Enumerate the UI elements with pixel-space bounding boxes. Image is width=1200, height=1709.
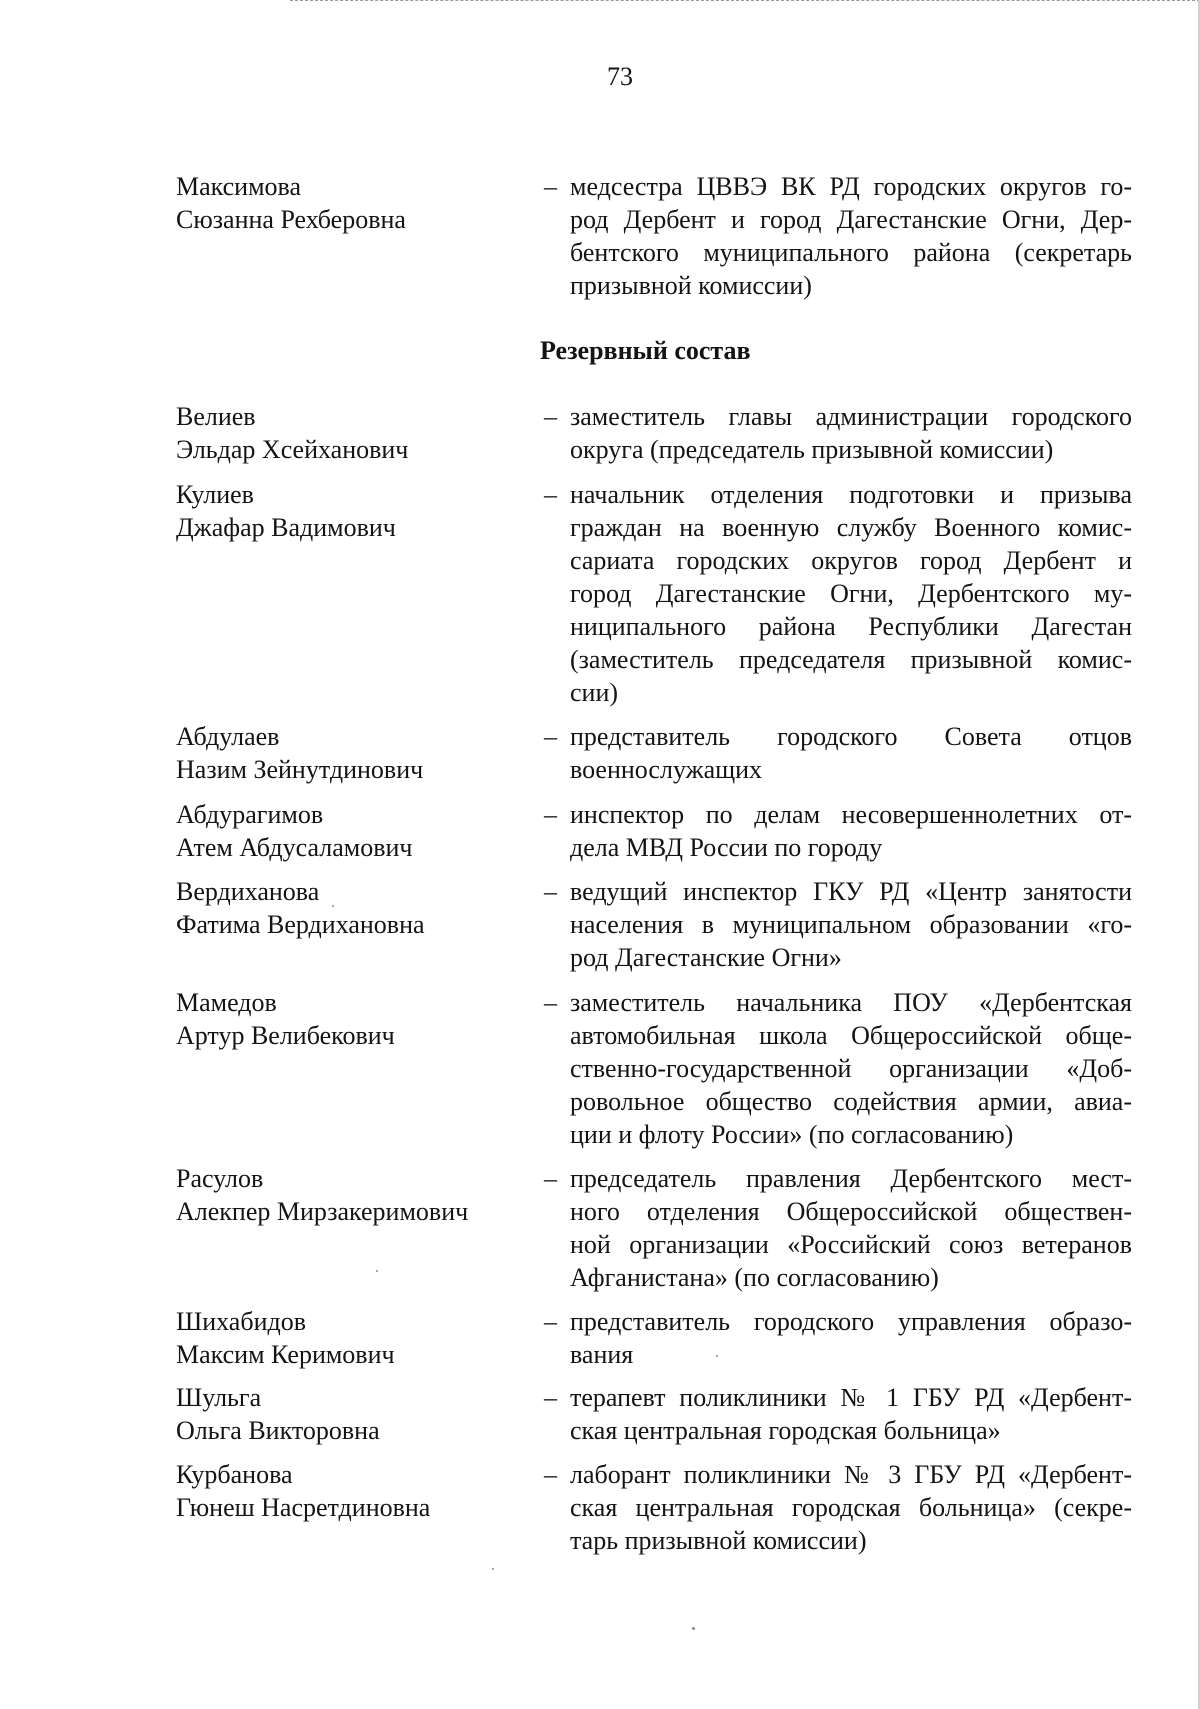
member-surname: Мамедов xyxy=(176,988,277,1017)
position-line: призывной комиссии) xyxy=(570,271,812,300)
position-line: ровольное общество содействия армии, авиа- xyxy=(570,1087,1132,1116)
position-line: род Дербент и город Дагестанские Огни, Дер- xyxy=(570,205,1132,234)
member-given-name: Фатима Вердихановна xyxy=(176,910,425,939)
position-line: дела МВД России по городу xyxy=(570,833,883,862)
position-line: граждан на военную службу Военного комис- xyxy=(570,513,1132,542)
position-line: город Дагестанские Огни, Дербентского му- xyxy=(570,579,1132,608)
dash-separator: – xyxy=(544,1383,557,1412)
member-surname: Шихабидов xyxy=(176,1307,306,1336)
member-surname: Кулиев xyxy=(176,480,254,509)
position-line: ного отделения Общероссийской обществен- xyxy=(570,1197,1132,1226)
position-line: заместитель главы администрации городского xyxy=(570,402,1132,431)
member-surname: Абдурагимов xyxy=(176,800,324,829)
page-number: 73 xyxy=(607,62,633,91)
position-line: род Дагестанские Огни» xyxy=(570,943,842,972)
member-position xyxy=(570,1458,1132,1557)
position-line: ной организации «Российский союз ветеранов xyxy=(570,1230,1132,1259)
member-given-name: Сюзанна Рехберовна xyxy=(176,205,406,234)
position-line: представитель городского Совета отцов xyxy=(570,722,1132,751)
member-given-name: Артур Велибекович xyxy=(176,1021,395,1050)
position-line: Афганистана» (по согласованию) xyxy=(570,1263,939,1292)
section-heading: Резервный состав xyxy=(540,336,751,365)
dash-separator: – xyxy=(544,172,557,201)
member-position xyxy=(570,720,1132,786)
scan-speck xyxy=(492,1568,494,1570)
member-given-name: Гюнеш Насретдиновна xyxy=(176,1493,431,1522)
member-position xyxy=(570,875,1132,974)
member-given-name: Эльдар Хсейханович xyxy=(176,435,409,464)
member-given-name: Ольга Викторовна xyxy=(176,1416,380,1445)
member-surname: Курбанова xyxy=(176,1460,293,1489)
member-position xyxy=(570,1162,1132,1294)
position-line: ниципального района Республики Дагестан xyxy=(570,612,1132,641)
position-line: ская центральная городская больница» xyxy=(570,1416,1001,1445)
member-position xyxy=(570,478,1132,709)
position-line: представитель городского управления образо- xyxy=(570,1307,1132,1336)
position-line: лаборант поликлиники № 3 ГБУ РД «Дербент- xyxy=(570,1460,1132,1489)
position-line: ведущий инспектор ГКУ РД «Центр занятости xyxy=(570,877,1132,906)
member-surname: Максимова xyxy=(176,172,302,201)
position-line: тарь призывной комиссии) xyxy=(570,1526,867,1555)
member-position xyxy=(570,400,1132,466)
scan-speck xyxy=(376,1270,378,1272)
member-name xyxy=(176,1305,516,1371)
position-line: округа (председатель призывной комиссии) xyxy=(570,435,1054,464)
member-position xyxy=(570,798,1132,864)
member-position xyxy=(570,170,1132,302)
dash-separator: – xyxy=(544,1307,557,1336)
scan-top-edge xyxy=(290,0,1200,1)
member-given-name: Алекпер Мирзакеримович xyxy=(176,1197,469,1226)
position-line: председатель правления Дербентского мест- xyxy=(570,1164,1132,1193)
member-name xyxy=(176,1458,516,1524)
member-surname: Вердиханова xyxy=(176,877,320,906)
member-name xyxy=(176,1162,516,1228)
scan-speck xyxy=(332,905,334,907)
member-name xyxy=(176,478,516,544)
position-line: сариата городских округов город Дербент и xyxy=(570,546,1132,575)
member-surname: Шульга xyxy=(176,1383,262,1412)
position-line: медсестра ЦВВЭ ВК РД городских округов го- xyxy=(570,172,1132,201)
member-name xyxy=(176,875,516,941)
position-line: бентского муниципального района (секретарь xyxy=(570,238,1132,267)
position-line: военнослужащих xyxy=(570,755,763,784)
position-line: населения в муниципальном образовании «го- xyxy=(570,910,1132,939)
member-position xyxy=(570,986,1132,1151)
dash-separator: – xyxy=(544,480,557,509)
position-line: начальник отделения подготовки и призыва xyxy=(570,480,1132,509)
member-surname: Абдулаев xyxy=(176,722,280,751)
member-surname: Велиев xyxy=(176,402,256,431)
dash-separator: – xyxy=(544,988,557,1017)
member-name xyxy=(176,986,516,1052)
position-line: ции и флоту России» (по согласованию) xyxy=(570,1120,1014,1149)
position-line: терапевт поликлиники № 1 ГБУ РД «Дербент- xyxy=(570,1383,1132,1412)
position-line: ская центральная городская больница» (секре- xyxy=(570,1493,1132,1522)
position-line: (заместитель председателя призывной комис- xyxy=(570,645,1132,674)
member-name xyxy=(176,720,516,786)
position-line: инспектор по делам несовершеннолетних от- xyxy=(570,800,1132,829)
position-line: заместитель начальника ПОУ «Дербентская xyxy=(570,988,1132,1017)
scan-speck xyxy=(692,1627,695,1630)
dash-separator: – xyxy=(544,722,557,751)
member-given-name: Максим Керимович xyxy=(176,1340,395,1369)
member-given-name: Джафар Вадимович xyxy=(176,513,396,542)
scan-speck xyxy=(716,1355,718,1357)
dash-separator: – xyxy=(544,1460,557,1489)
member-name xyxy=(176,1381,516,1447)
member-given-name: Атем Абдусаламович xyxy=(176,833,413,862)
dash-separator: – xyxy=(544,1164,557,1193)
member-surname: Расулов xyxy=(176,1164,264,1193)
member-name xyxy=(176,400,516,466)
position-line: сии) xyxy=(570,678,619,707)
dash-separator: – xyxy=(544,402,557,431)
dash-separator: – xyxy=(544,800,557,829)
position-line: вания xyxy=(570,1340,634,1369)
member-name xyxy=(176,170,516,236)
member-name xyxy=(176,798,516,864)
dash-separator: – xyxy=(544,877,557,906)
member-given-name: Назим Зейнутдинович xyxy=(176,755,424,784)
position-line: ственно-государственной организации «Доб- xyxy=(570,1054,1132,1083)
member-position xyxy=(570,1381,1132,1447)
member-position xyxy=(570,1305,1132,1371)
position-line: автомобильная школа Общероссийской обще- xyxy=(570,1021,1132,1050)
